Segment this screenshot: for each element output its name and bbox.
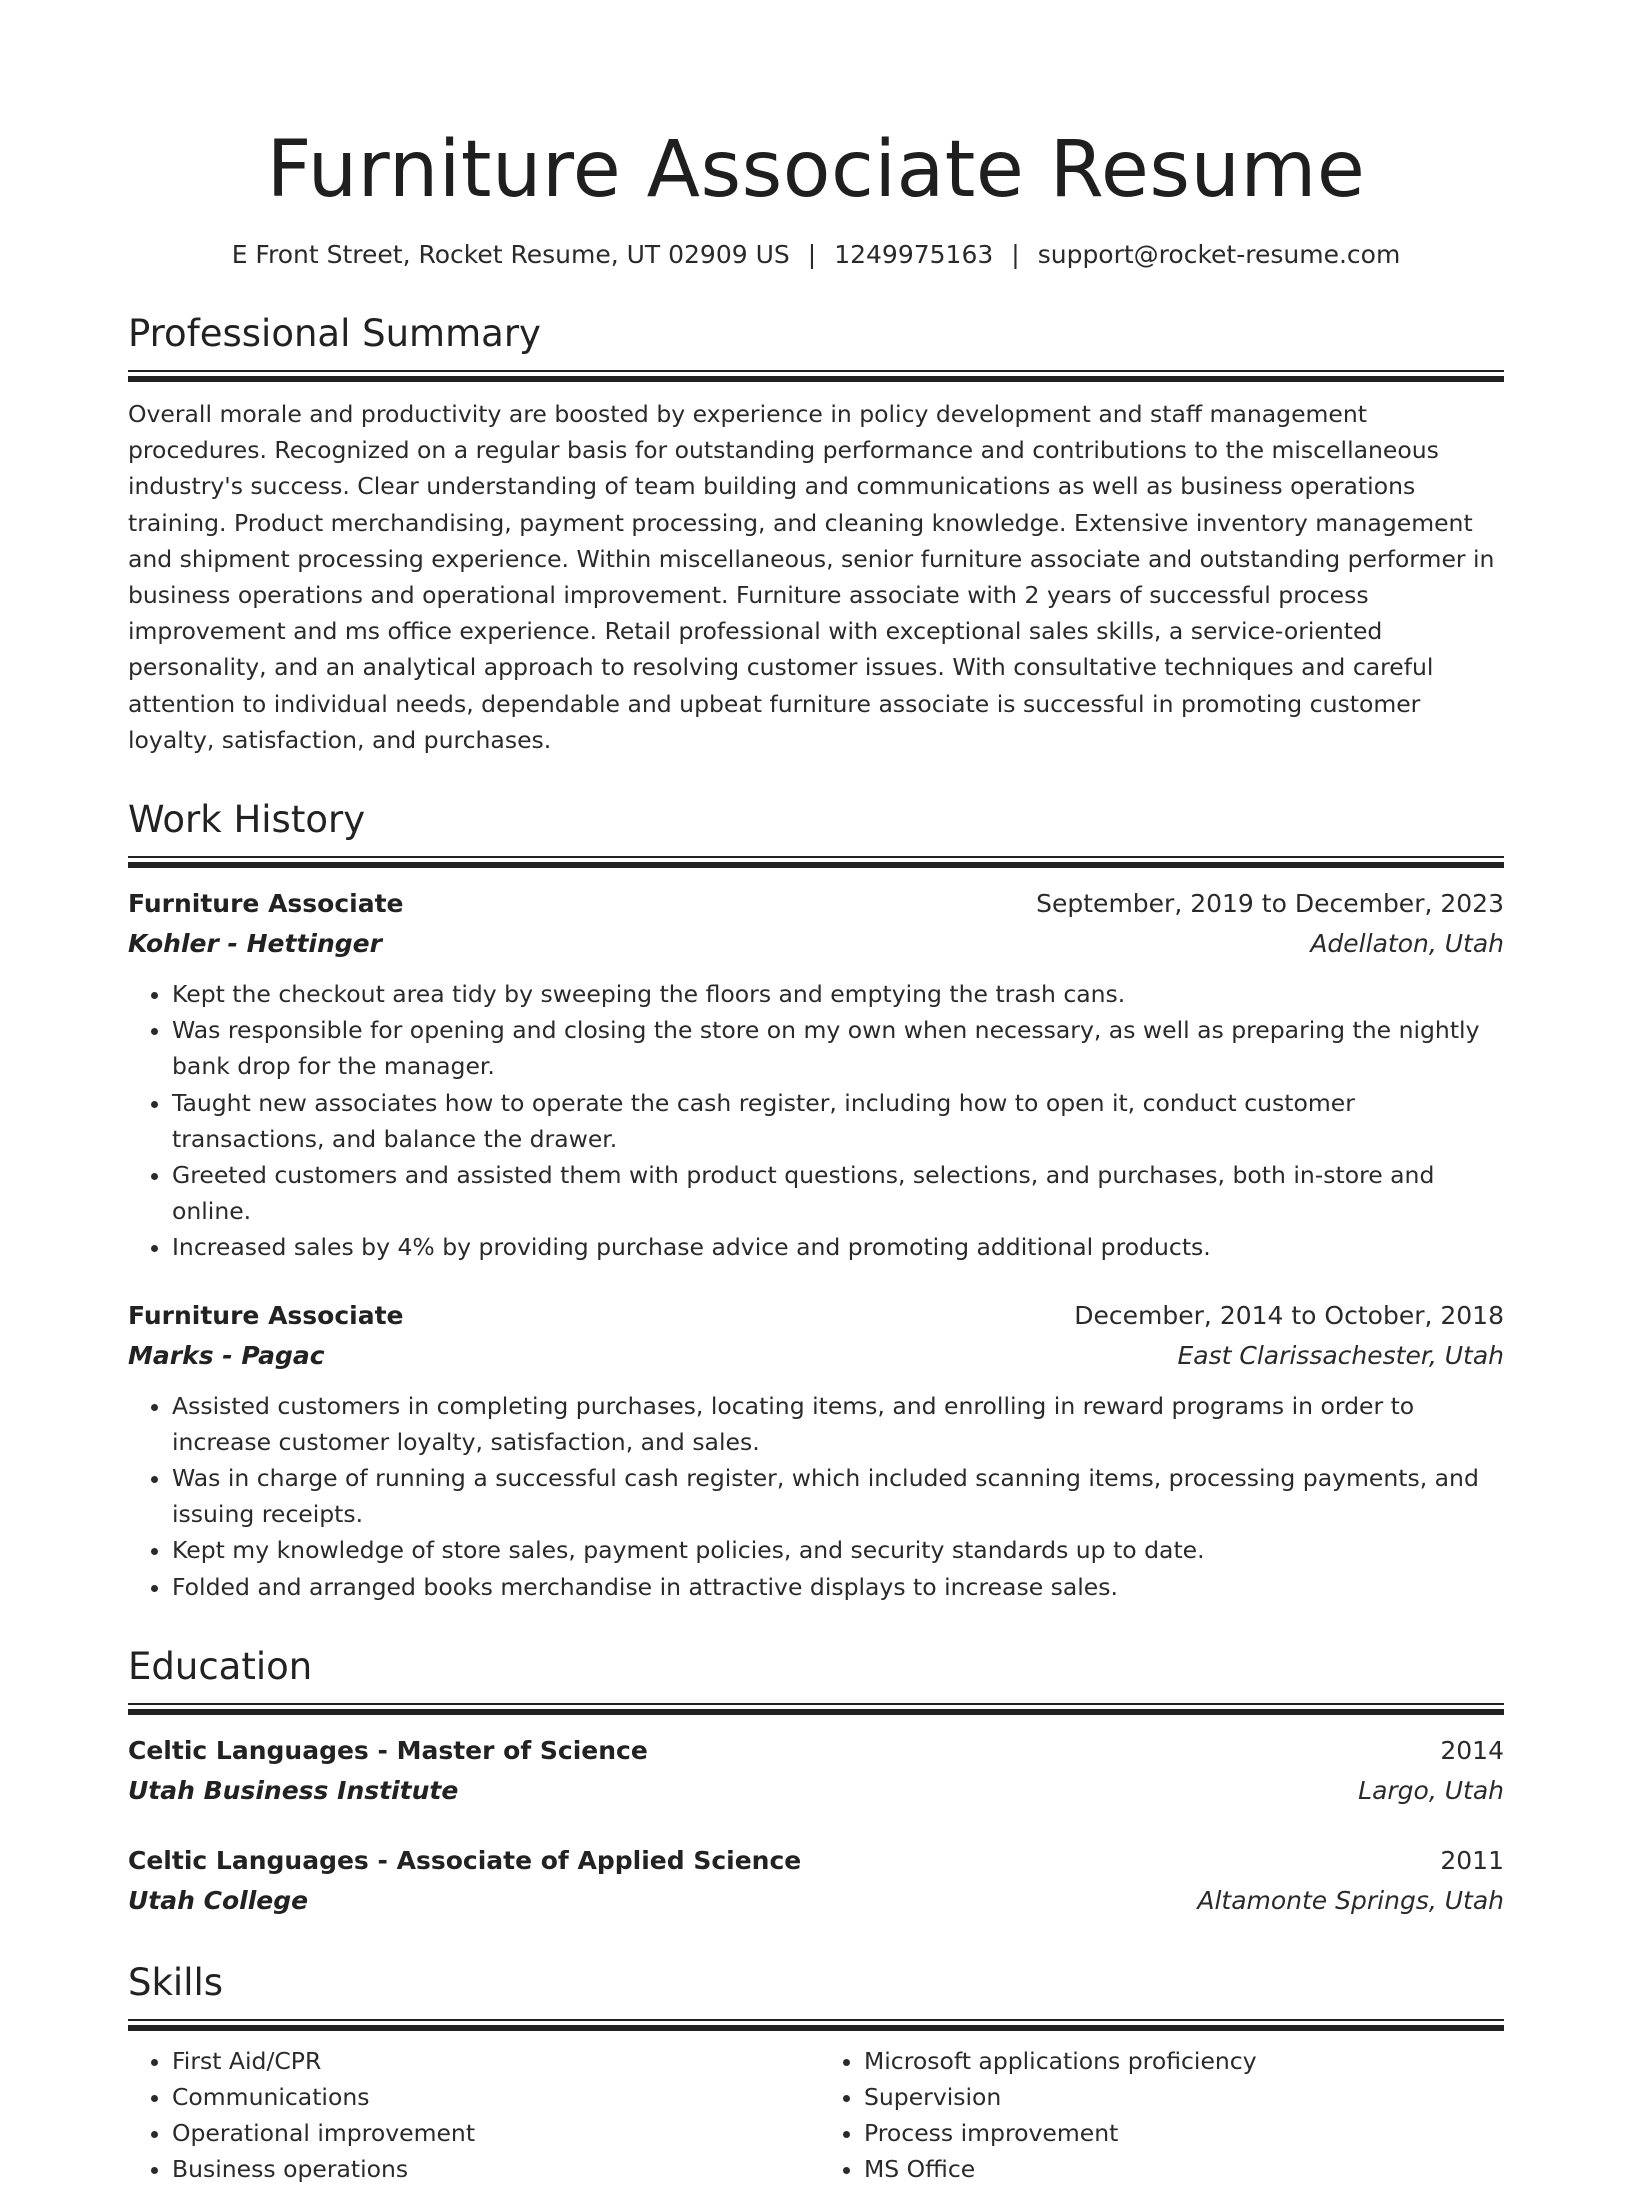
job-location: East Clarissachester, Utah — [1177, 1340, 1504, 1370]
job-location: Adellaton, Utah — [1310, 929, 1504, 959]
job-entry — [128, 1296, 1504, 1605]
education-header-row — [128, 1841, 1504, 1881]
skill-item: • First Aid/CPR — [172, 2043, 816, 2079]
summary-heading: Professional Summary — [128, 312, 541, 355]
job-header-row — [128, 1296, 1504, 1336]
job-bullet: • Taught new associates how to operate the cash register, including how to open it, conduct customer transactions, and balance the drawer. — [172, 1085, 1504, 1157]
job-dates: September, 2019 to December, 2023 — [1036, 889, 1504, 919]
job-company: Marks - Pagac — [128, 1340, 325, 1370]
skill-item: • MS Office — [864, 2151, 1504, 2187]
job-bullets — [128, 1388, 1504, 1605]
contact-email: support@rocket-resume.com — [1037, 240, 1401, 269]
section-divider — [128, 856, 1504, 868]
education-school-row — [128, 1771, 1504, 1811]
job-role: Furniture Associate — [128, 889, 404, 919]
job-bullets — [128, 976, 1504, 1266]
skill-item: • Communications — [172, 2079, 816, 2115]
summary-text: Overall morale and productivity are boosted by experience in policy development and staff management procedures. Recognized on a regular basis for outstanding performance and contributions to the miscellaneous industry's success. Clear understanding of team building and communications as well as business operations training. Product merchandising, payment processing, and cleaning knowledge. Extensive inventory management and shipment processing experience. Within miscellaneous, senior furniture associate and outstanding performer in business operations and operational improvement. Furniture associate with 2 years of successful process improvement and ms office experience. Retail professional with exceptional sales skills, a service-oriented personality, and an analytical approach to resolving customer issues. With consultative techniques and careful attention to individual needs, dependable and upbeat furniture associate is successful in promoting customer loyalty, satisfaction, and purchases. — [128, 400, 1495, 754]
job-bullet: • Greeted customers and assisted them with product questions, selections, and purchases, both in-store and online. — [172, 1157, 1504, 1229]
section-divider — [128, 1703, 1504, 1715]
job-bullet: • Increased sales by 4% by providing purchase advice and promoting additional products. — [172, 1229, 1504, 1265]
skills-list-left — [128, 2043, 816, 2188]
work-history-heading: Work History — [128, 798, 366, 842]
skill-item: • Supervision — [864, 2079, 1504, 2115]
contact-separator: | — [1011, 240, 1020, 269]
work-history-section — [128, 796, 1504, 1605]
job-company-row — [128, 924, 1504, 964]
section-divider — [128, 370, 1504, 382]
education-heading: Education — [128, 1644, 313, 1688]
summary-section — [128, 310, 1504, 758]
skills-columns — [128, 2043, 1504, 2188]
education-location: Altamonte Springs, Utah — [1197, 1885, 1504, 1915]
education-school: Utah College — [128, 1885, 309, 1915]
education-entry — [128, 1841, 1504, 1921]
skills-section — [128, 1959, 1504, 2188]
education-year: 2014 — [1440, 1735, 1504, 1765]
job-header-row — [128, 884, 1504, 924]
education-degree: Celtic Languages - Master of Science — [128, 1735, 648, 1765]
job-bullet: • Was in charge of running a successful cash register, which included scanning items, processing payments, and issuing receipts. — [172, 1460, 1504, 1532]
skill-item: • Operational improvement — [172, 2115, 816, 2151]
job-bullet: • Kept the checkout area tidy by sweeping the floors and emptying the trash cans. — [172, 976, 1504, 1012]
contact-phone: 1249975163 — [834, 240, 994, 269]
job-bullet: • Kept my knowledge of store sales, payment policies, and security standards up to date. — [172, 1532, 1504, 1568]
job-bullet: • Assisted customers in completing purchases, locating items, and enrolling in reward programs in order to increase customer loyalty, satisfaction, and sales. — [172, 1388, 1504, 1460]
job-bullet: • Folded and arranged books merchandise in attractive displays to increase sales. — [172, 1569, 1504, 1605]
skill-item: • Business operations — [172, 2151, 816, 2187]
contact-line — [128, 238, 1504, 272]
job-role: Furniture Associate — [128, 1300, 404, 1330]
contact-address: E Front Street, Rocket Resume, UT 02909 US — [231, 240, 790, 269]
education-year: 2011 — [1440, 1845, 1504, 1875]
education-entry — [128, 1731, 1504, 1811]
job-entry — [128, 884, 1504, 1266]
job-company: Kohler - Hettinger — [128, 929, 382, 959]
skill-item: • Process improvement — [864, 2115, 1504, 2151]
skill-item: • Microsoft applications proficiency — [864, 2043, 1504, 2079]
job-company-row — [128, 1336, 1504, 1376]
education-header-row — [128, 1731, 1504, 1771]
section-divider — [128, 2019, 1504, 2031]
education-school-row — [128, 1881, 1504, 1921]
education-school: Utah Business Institute — [128, 1775, 459, 1805]
skills-heading: Skills — [128, 1960, 224, 2004]
resume-title: Furniture Associate Resume — [266, 125, 1366, 215]
education-section — [128, 1643, 1504, 1921]
job-bullet: • Was responsible for opening and closing the store on my own when necessary, as well as preparing the nightly bank drop for the manager. — [172, 1012, 1504, 1084]
skills-list-right — [816, 2043, 1504, 2188]
contact-separator: | — [807, 240, 817, 269]
job-dates: December, 2014 to October, 2018 — [1074, 1300, 1504, 1330]
education-location: Largo, Utah — [1358, 1775, 1504, 1805]
education-degree: Celtic Languages - Associate of Applied Science — [128, 1845, 802, 1875]
